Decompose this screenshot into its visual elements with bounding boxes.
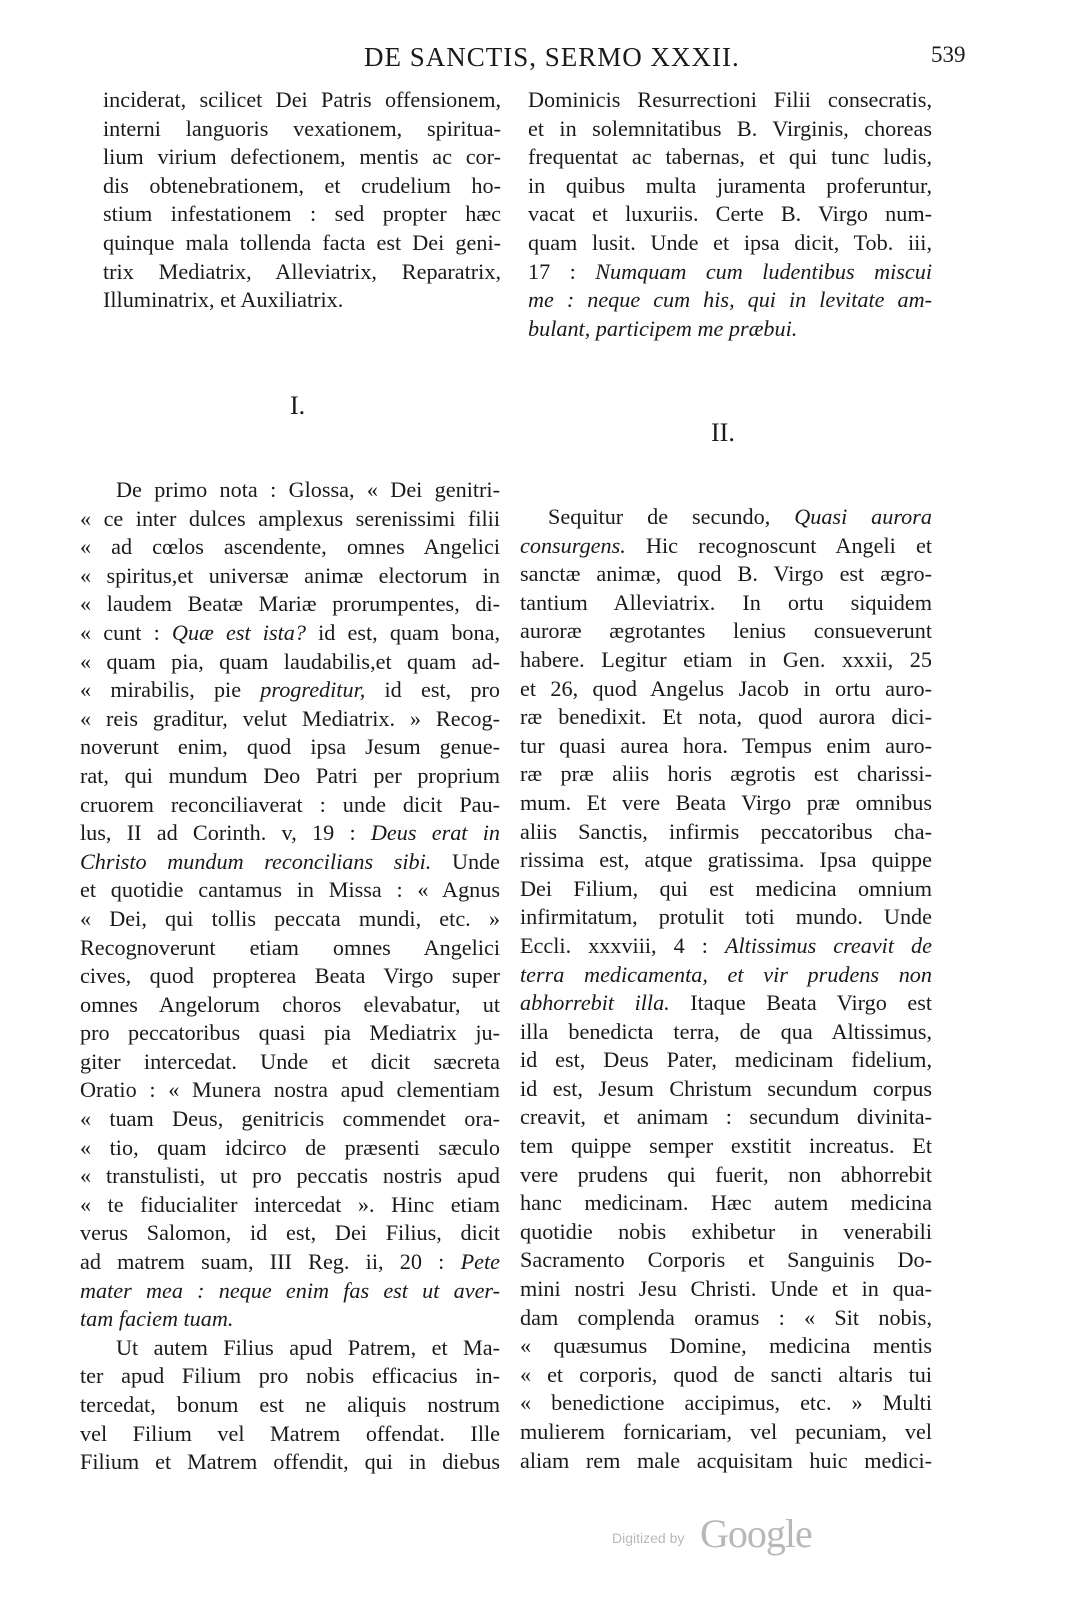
text-line: creavit, et animam : secundum divinita- — [520, 1104, 932, 1130]
text-line: in quibus multa juramenta proferuntur, — [528, 172, 932, 198]
text-line: lus, II ad Corinth. v, 19 : Deus erat in — [80, 820, 500, 846]
section-heading-second: II. — [711, 418, 735, 447]
text-line: « mirabilis, pie progreditur, id est, pro — [80, 677, 500, 703]
right-column-top-text — [528, 86, 932, 343]
text-line: « quæsumus Domine, medicina mentis — [520, 1333, 932, 1359]
text-line: Illuminatrix, et Auxiliatrix. — [103, 287, 344, 313]
right-column-main-text — [520, 503, 932, 1475]
text-line: Eccli. xxxviii, 4 : Altissimus creavit de — [520, 932, 932, 958]
text-line: mum. Et vere Beata Virgo præ omnibus — [520, 789, 932, 815]
text-line: tantium Alleviatrix. In ortu siquidem — [520, 589, 932, 615]
text-line: « reis graditur, velut Mediatrix. » Recog- — [80, 705, 500, 731]
text-line: vere prudens qui fuerit, non abhorrebit — [520, 1161, 932, 1187]
text-line: sanctæ animæ, quod B. Virgo est ægro- — [520, 561, 932, 587]
text-line: « Dei, qui tollis peccata mundi, etc. » — [80, 905, 500, 931]
text-line: De primo nota : Glossa, « Dei genitri- — [116, 477, 500, 502]
text-line: abhorrebit illa. Itaque Beata Virgo est — [520, 990, 932, 1016]
text-line: « cunt : Quæ est ista? id est, quam bona, — [80, 619, 500, 645]
section-heading-first: I. — [290, 391, 306, 420]
text-line: interni languoris vexationem, spiritua- — [103, 115, 501, 141]
text-line: tam faciem tuam. — [80, 1306, 234, 1332]
text-line: id est, Jesum Christum secundum corpus — [520, 1075, 932, 1101]
text-line: illa benedicta terra, de qua Altissimus, — [520, 1018, 932, 1044]
text-line: aliam rem male acquisitam huic medici- — [520, 1447, 932, 1473]
text-line: tercedat, bonum est ne aliquis nostrum — [80, 1392, 500, 1417]
text-line: et 26, quod Angelus Jacob in ortu auro- — [520, 675, 932, 701]
text-line: verus Salomon, id est, Dei Filius, dicit — [80, 1220, 500, 1246]
text-line: ræ præ aliis horis ægrotis est charissi- — [520, 761, 932, 787]
text-line: rat, qui mundum Deo Patri per proprium — [80, 762, 500, 788]
text-line: consurgens. Hic recognoscunt Angeli et — [520, 532, 932, 558]
text-line: mini nostri Jesu Christi. Unde et in qua- — [520, 1276, 932, 1302]
page-header — [0, 42, 1070, 82]
text-line: « benedictione accipimus, etc. » Multi — [520, 1390, 932, 1416]
text-line: id est, Deus Pater, medicinam fidelium, — [520, 1047, 932, 1073]
text-line: Sacramento Corporis et Sanguinis Do- — [520, 1247, 932, 1273]
text-line: omnes Angelorum choros elevabatur, ut — [80, 991, 500, 1017]
text-line: « quam pia, quam laudabilis,et quam ad- — [80, 648, 500, 674]
text-line: Ut autem Filius apud Patrem, et Ma- — [116, 1334, 500, 1360]
text-line: 17 : Numquam cum ludentibus miscui — [528, 258, 932, 284]
text-line: tem quippe semper exstitit increatus. Et — [520, 1133, 932, 1159]
text-line: trix Mediatrix, Alleviatrix, Reparatrix, — [103, 258, 501, 284]
text-line: stium infestationem : sed propter hæc — [103, 201, 501, 227]
text-line: « transtulisti, ut pro peccatis nostris apud — [80, 1163, 500, 1189]
text-line: hanc medicinam. Hæc autem medicina — [520, 1190, 932, 1216]
text-line: quinque mala tollenda facta est Dei geni- — [103, 229, 501, 255]
text-line: cives, quod propterea Beata Virgo super — [80, 963, 500, 989]
text-line: noverunt enim, quod ipsa Jesum genue- — [80, 734, 500, 760]
text-line: Recognoverunt etiam omnes Angelici — [80, 934, 500, 960]
left-column-top-text — [103, 86, 501, 315]
digitized-label: Digitized by — [612, 1530, 685, 1546]
text-line: Christo mundum reconcilians sibi. Unde — [80, 848, 501, 874]
text-line: mulierem fornicariam, vel pecuniam, vel — [520, 1419, 932, 1444]
text-line: « spiritus,et universæ animæ electorum in — [80, 562, 500, 588]
text-line: et in solemnitatibus B. Virginis, choreas — [528, 115, 932, 141]
text-line: Sequitur de secundo, Quasi aurora — [548, 504, 932, 529]
text-line: aliis Sanctis, infirmis peccatoribus cha- — [520, 818, 932, 844]
text-line: quotidie nobis exhibetur in venerabili — [520, 1218, 932, 1244]
text-line: pro peccatoribus quasi pia Mediatrix ju- — [80, 1020, 500, 1046]
text-line: et quotidie cantamus in Missa : « Agnus — [80, 877, 500, 903]
text-line: Dominicis Resurrectioni Filii consecratis, — [528, 87, 932, 112]
google-logo: Google — [700, 1511, 812, 1556]
text-line: cruorem reconciliaverat : unde dicit Pau- — [80, 791, 500, 817]
text-line: infirmitatum, protulit toti mundo. Unde — [520, 904, 932, 930]
text-line: « laudem Beatæ Mariæ prorumpentes, di- — [80, 591, 500, 617]
text-line: lium virium defectionem, mentis ac cor- — [103, 144, 501, 170]
text-line: rissima est, atque gratissima. Ipsa quippe — [520, 847, 932, 873]
text-line: ræ benedixit. Et nota, quod aurora dici- — [520, 704, 932, 730]
text-line: inciderat, scilicet Dei Patris offensionem, — [103, 87, 501, 112]
text-line: « ad cœlos ascendente, omnes Angelici — [80, 534, 500, 560]
text-line: Filium et Matrem offendit, qui in diebus — [80, 1449, 500, 1475]
text-line: auroræ ægrotantes lenius consueverunt — [520, 618, 932, 644]
text-line: ter apud Filium pro nobis efficacius in- — [80, 1363, 500, 1389]
running-title: DE SANCTIS, SERMO XXXII. — [364, 42, 740, 72]
page-number: 539 — [931, 42, 966, 67]
text-line: bulant, participem me præbui. — [528, 315, 798, 341]
text-line: vacat et luxuriis. Certe B. Virgo num- — [528, 201, 932, 227]
text-line: « et corporis, quod de sancti altaris tui — [520, 1361, 932, 1387]
text-line: Dei Filium, qui est medicina omnium — [520, 875, 932, 901]
text-line: giter intercedat. Unde et dicit sæcreta — [80, 1048, 500, 1074]
text-line: dam complenda oramus : « Sit nobis, — [520, 1304, 932, 1330]
text-line: « tio, quam idcirco de præsenti sæculo — [80, 1134, 500, 1160]
text-line: quam lusit. Unde et ipsa dicit, Tob. iii, — [528, 229, 932, 255]
text-line: « ce inter dulces amplexus serenissimi filii — [80, 505, 500, 531]
text-line: « te fiducialiter intercedat ». Hinc etiam — [80, 1191, 500, 1217]
text-line: « tuam Deus, genitricis commendet ora- — [80, 1106, 500, 1132]
text-line: me : neque cum his, qui in levitate am- — [528, 287, 932, 313]
left-column-main-text — [80, 476, 500, 1477]
text-line: tur quasi aurea hora. Tempus enim auro- — [520, 732, 932, 758]
text-line: frequentat ac tabernas, et qui tunc ludis, — [528, 144, 932, 170]
text-line: mater mea : neque enim fas est ut aver- — [80, 1277, 500, 1303]
text-line: habere. Legitur etiam in Gen. xxxii, 25 — [520, 646, 932, 672]
text-line: ad matrem suam, III Reg. ii, 20 : Pete — [80, 1249, 500, 1275]
text-line: Oratio : « Munera nostra apud clementiam — [80, 1077, 500, 1103]
text-line: dis obtenebrationem, et crudelium ho- — [103, 172, 501, 198]
text-line: vel Filium vel Matrem offendat. Ille — [80, 1420, 500, 1446]
text-line: terra medicamenta, et vir prudens non — [520, 961, 932, 987]
